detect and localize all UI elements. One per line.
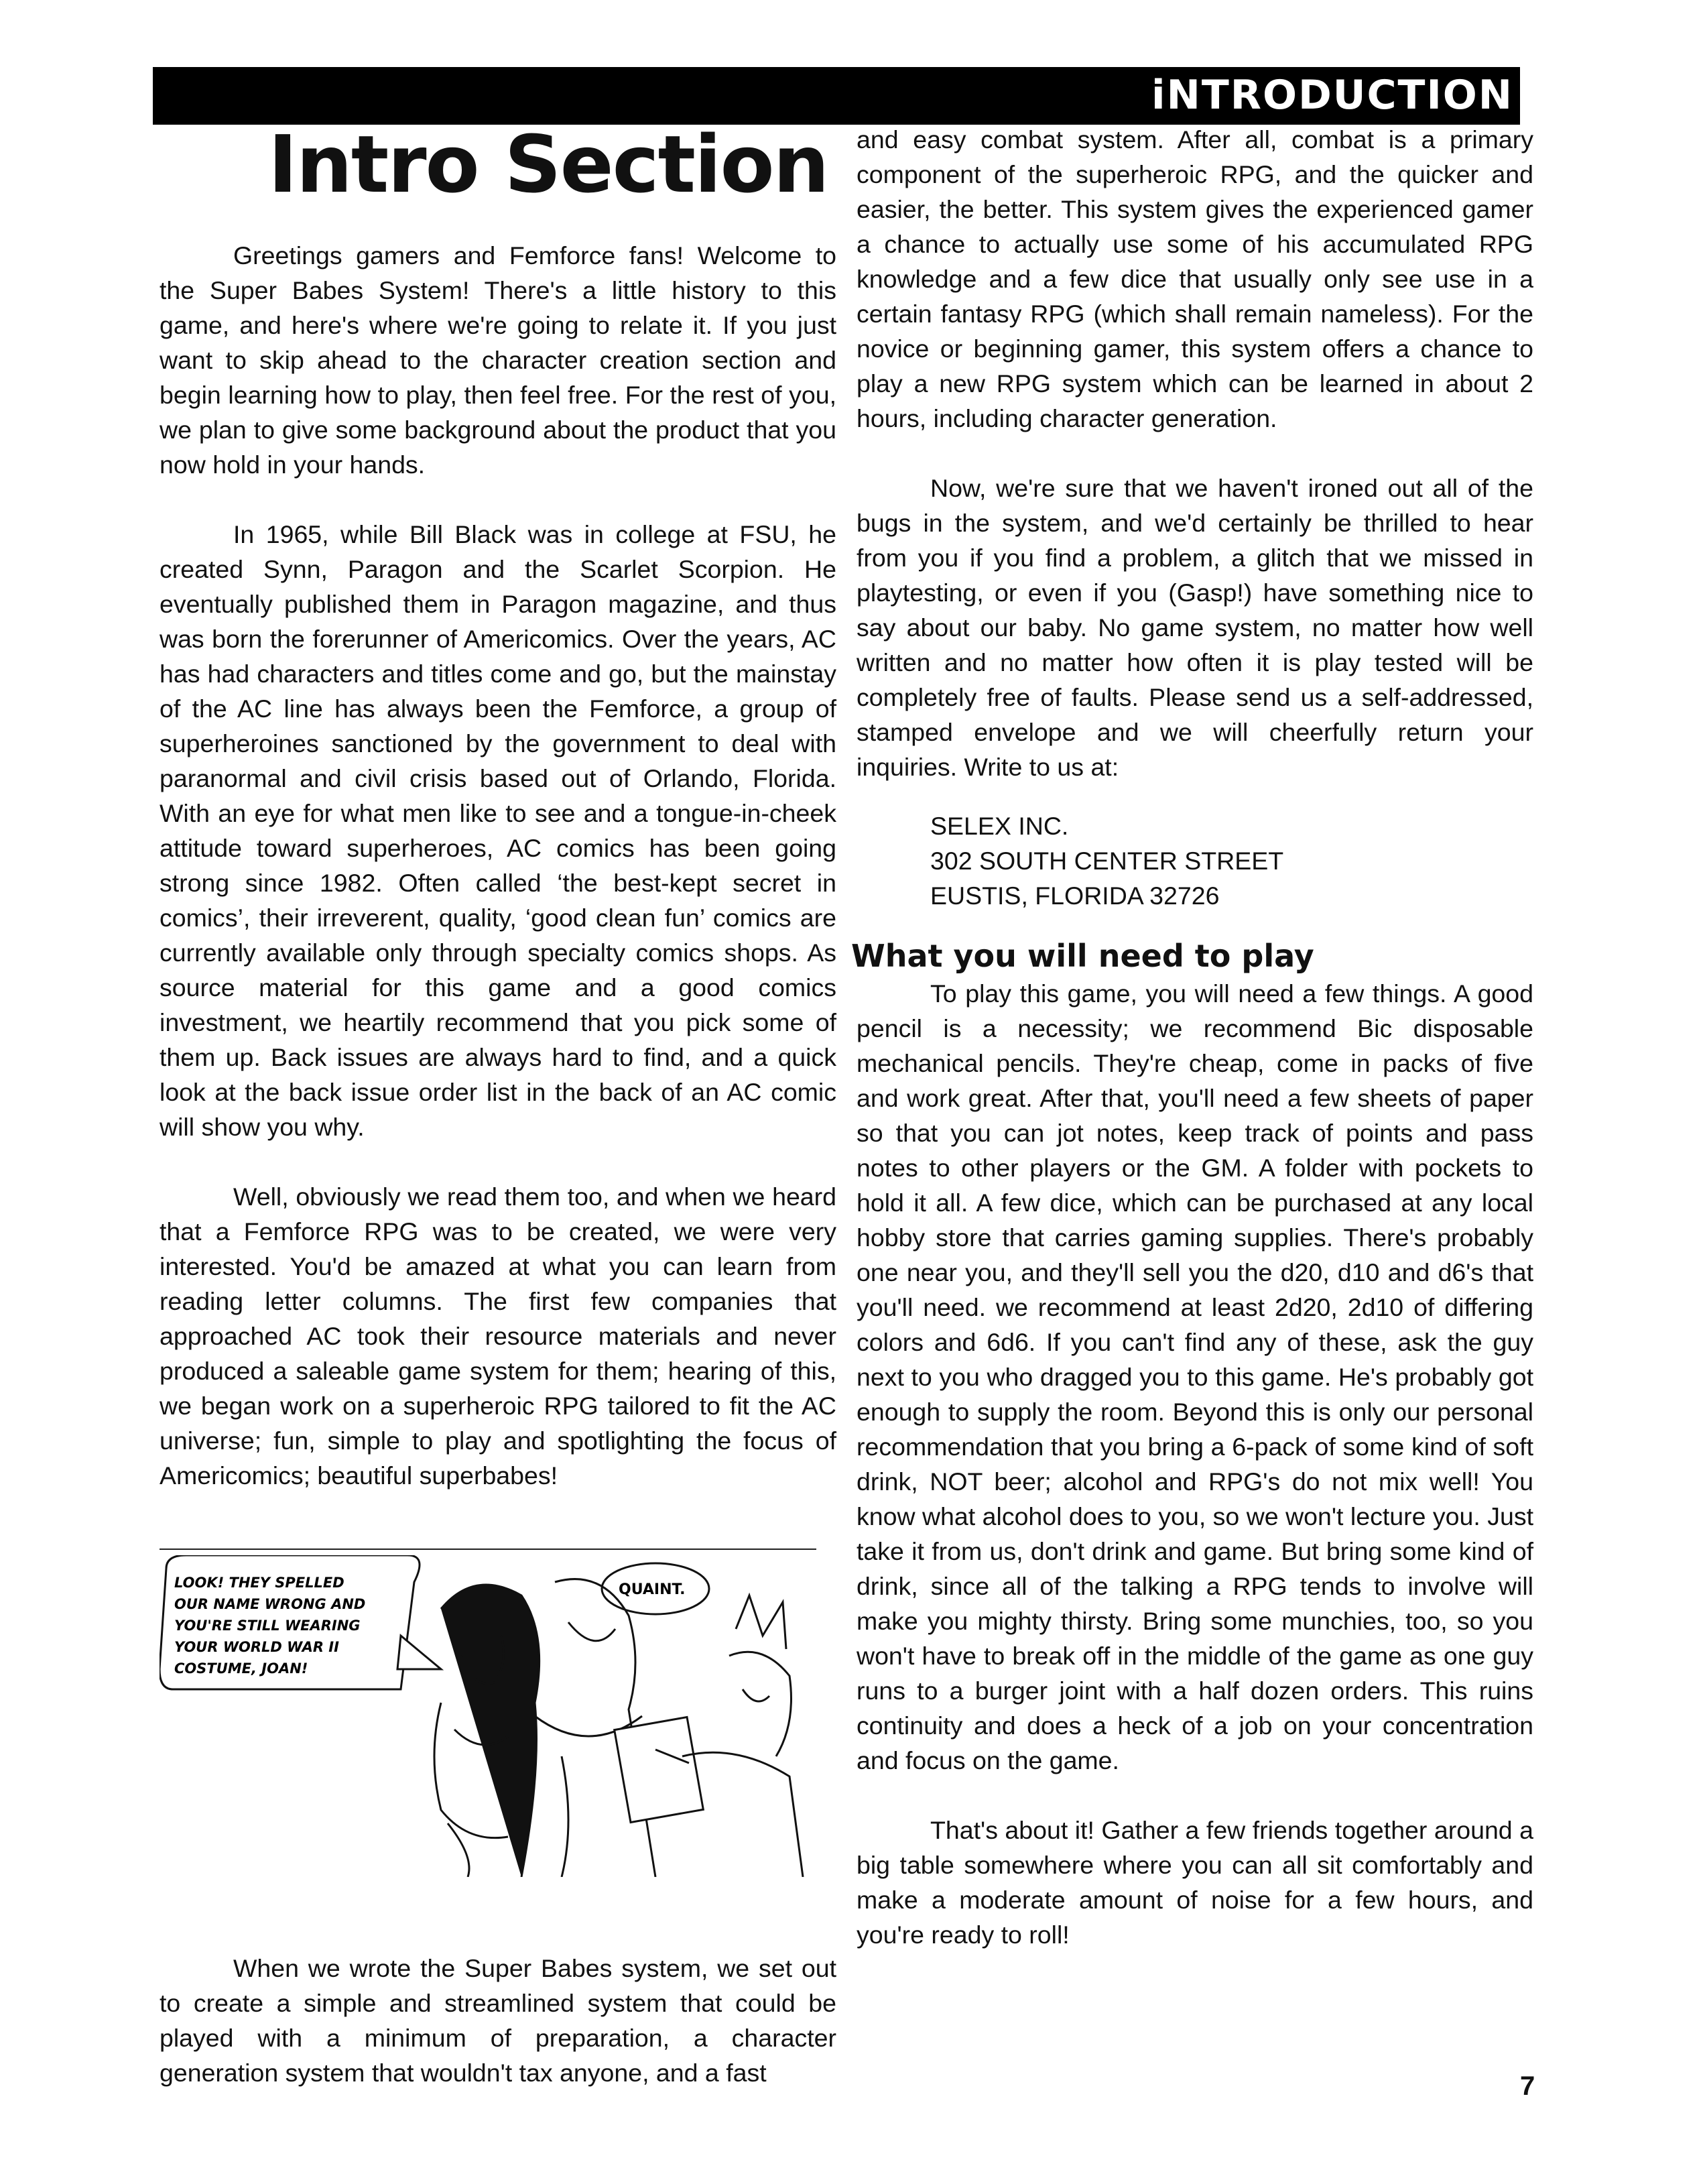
comic-divider xyxy=(160,1549,816,1550)
mailing-address xyxy=(930,808,1533,913)
speech-line-3: YOU'RE STILL WEARING xyxy=(174,1618,361,1634)
paragraph-bugs: Now, we're sure that we haven't ironed out all of the bugs in the system, and we'd certainly be thrilled to hear from you if you find a problem, a glitch that we missed in playtesting, or even if you (Gasp!) have something nice to say about our baby. No game system, no matter how well written and no matter how often it is play tested will be completely free of faults. Please send us a self-addressed, stamped envelope and we will cheerfully return your inquiries. Write to us at: xyxy=(857,474,1533,781)
paragraph-combat-system: and easy combat system. After all, combat is a primary component of the superheroic RPG, and the quicker and easier, the better. This system gives the experienced gamer a chance to actually use some of his accumulated RPG knowledge and a few dice that usually only see use in a certain fantasy RPG (which shall remain nameless). For the novice or beginning gamer, this system offers a chance to play a new RPG system which can be learned in about 2 hours, including character generation. xyxy=(857,125,1533,432)
page-title: Intro Section xyxy=(268,118,828,210)
speech-line-1: LOOK! THEY SPELLED xyxy=(174,1575,344,1591)
paragraph-history: In 1965, while Bill Black was in college at FSU, he created Synn, Paragon and the Scarlet Scorpion. He eventually published them in Paragon magazine, and thus was born the forerunner of Americomics. Over the years, AC has had characters and titles come and go, but the mainstay of the AC line has always been the Femforce, a group of superheroines sanctioned by the government to deal with paranormal and civil crisis based out of Orlando, Florida. With an eye for what men like to see and a tongue-in-cheek attitude toward superheroes, AC comics has been going strong since 1982. Often called ‘the best-kept secret in comics’, their irreverent, quality, ‘good clean fun’ comics are currently available only through specialty comics shops. As source material for this game and a good comics investment, we heartily recommend that you pick some of them up. Back issues are always hard to find, and a quick look at the back issue order list in the back of an AC comic will show you why. xyxy=(160,520,836,1141)
section-header-bar xyxy=(153,67,1520,125)
paragraph-supplies: To play this game, you will need a few things. A good pencil is a necessity; we recommend Bic disposable mechanical pencils. They're cheap, come in packs of five and work great. After that, you'll need a few sheets of paper so that you can jot notes, keep track of points and pass notes to other players or the GM. A folder with pockets to hold it all. A few dice, which can be purchased at any local hobby store that carries gaming supplies. There's probably one near you, and they'll sell you the d20, d10 and d6's that you'll need. we recommend at least 2d20, 2d10 of differing colors and 6d6. If you can't find any of these, ask the guy next to you who dragged you to this game. He's probably got enough to supply the room. Beyond this is only our personal recommendation that you bring a 6-pack of some kind of soft drink, NOT beer; alcohol and RPG's do not mix well! You know what alcohol does to you, so we won't lecture you. Just take it from us, don't drink and game. But bring some kind of drink, since all of the talking a RPG tends to involve will make you mighty thirsty. Bring some munchies, too, so you won't have to break off in the middle of the game as one guy runs to a burger joint with a half dozen orders. This ruins continuity and does a heck of a job on your concentration and focus on the game. xyxy=(857,979,1533,1774)
speech-line-2: OUR NAME WRONG AND xyxy=(174,1596,366,1612)
woman-center-figure xyxy=(535,1579,703,1877)
address-line-1: SELEX INC. xyxy=(930,812,1069,840)
left-column xyxy=(160,238,836,1493)
paragraph-greetings: Greetings gamers and Femforce fans! Welcome to the Super Babes System! There's a little history to this game, and here's where we're going to relate it. If you just want to skip ahead to the character creation section and begin learning how to play, then feel free. For the rest of you, we plan to give some background about the product that you now hold in your hands. xyxy=(160,241,836,479)
quaint-bubble-text: QUAINT. xyxy=(619,1581,686,1598)
paragraph-closing: That's about it! Gather a few friends together around a big table somewhere where you can all sit comfortably and make a moderate amount of noise for a few hours, and you're ready to roll! xyxy=(857,1816,1533,1949)
paragraph-super-babes-system: When we wrote the Super Babes system, we set out to create a simple and streamlined system that could be played with a minimum of preparation, a character generation system that wouldn't tax anyone, and a fast xyxy=(160,1954,836,2087)
address-line-3: EUSTIS, FLORIDA 32726 xyxy=(930,882,1220,910)
woman-left-figure xyxy=(434,1585,540,1877)
right-column xyxy=(851,122,1533,1952)
page-number: 7 xyxy=(1520,2071,1535,2101)
subheading-what-you-need: What you will need to play xyxy=(851,938,1314,974)
comic-panel-illustration xyxy=(160,1555,823,1877)
paragraph-femforce-rpg: Well, obviously we read them too, and when we heard that a Femforce RPG was to be created, we were very interested. You'd be amazed at what you can learn from reading letter columns. The first few companies that approached AC took their resource materials and never produced a saleable game system for them; hearing of this, we began work on a superheroic RPG tailored to fit the AC universe; fun, simple to play and spotlighting the focus of Americomics; beautiful superbabes! xyxy=(160,1182,836,1490)
speech-line-5: COSTUME, JOAN! xyxy=(174,1660,308,1677)
section-label: iNTRODUCTION xyxy=(1151,72,1513,119)
address-line-2: 302 SOUTH CENTER STREET xyxy=(930,847,1284,875)
speech-line-4: YOUR WORLD WAR II xyxy=(174,1639,339,1655)
left-column-bottom xyxy=(160,1951,836,2090)
